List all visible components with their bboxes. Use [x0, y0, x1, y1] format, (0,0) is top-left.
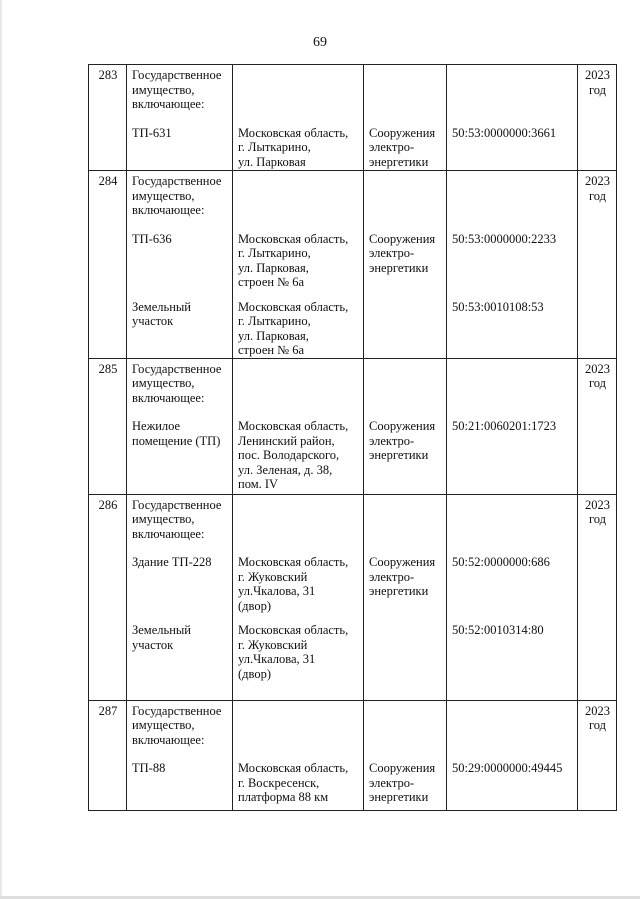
- text-line: платформа 88 км: [238, 790, 329, 804]
- spacer: [238, 112, 359, 126]
- text-line: включающее:: [132, 97, 205, 111]
- spacer: [369, 405, 442, 419]
- address-cell: [233, 358, 364, 494]
- text-line: 2023: [585, 174, 610, 188]
- spacer: [238, 405, 359, 419]
- spacer: [132, 747, 228, 761]
- spacer: [452, 362, 573, 406]
- text-line: Земельный: [132, 623, 191, 637]
- text-line: г. Жуковский: [238, 637, 308, 652]
- cadastral-number: 50:53:0000000:3661: [452, 125, 557, 140]
- cadastral-number: 50:53:0000000:2233: [452, 231, 557, 246]
- spacer: [369, 68, 442, 112]
- object-type-cell: [364, 700, 447, 810]
- table-row: [89, 65, 617, 171]
- spacer: [452, 570, 573, 624]
- year-cell: [578, 700, 617, 810]
- spacer: [452, 541, 573, 555]
- cadastral-number: 50:29:0000000:49445: [452, 761, 563, 775]
- text-line: помещение (ТП): [132, 433, 221, 448]
- spacer: [369, 218, 442, 232]
- spacer: [132, 405, 228, 419]
- spacer: [132, 246, 228, 300]
- text-line: имущество,: [132, 188, 195, 203]
- spacer: [452, 174, 573, 218]
- cadastral-number: 50:52:0000000:686: [452, 555, 550, 569]
- text-line: Государственное: [132, 703, 222, 718]
- text-line: год: [588, 376, 607, 390]
- year-cell: [578, 358, 617, 494]
- object-name-cell: [127, 65, 233, 171]
- text-line: Московская область,: [238, 555, 349, 569]
- text-line: г. Лыткарино,: [238, 246, 311, 260]
- spacer: [452, 747, 573, 761]
- address-cell: [233, 494, 364, 700]
- address-cell: [233, 65, 364, 171]
- text-line: электро-: [369, 246, 415, 260]
- text-line: пос. Володарского,: [238, 448, 340, 462]
- spacer: [238, 747, 359, 761]
- spacer: [238, 498, 359, 542]
- text-line: Московская область,: [238, 231, 349, 246]
- text-line: строен № 6а: [238, 275, 305, 289]
- text-line: (двор): [238, 666, 272, 681]
- text-line: электро-: [369, 569, 415, 584]
- text-line: г. Жуковский: [238, 569, 308, 584]
- row-number: 285: [89, 358, 127, 494]
- cadastral-number: 50:21:0060201:1723: [452, 419, 557, 433]
- text-line: Земельный: [132, 299, 191, 314]
- text-line: имущество,: [132, 376, 195, 390]
- text-line: Здание ТП-228: [132, 555, 212, 569]
- object-name-cell: [127, 171, 233, 359]
- text-line: Государственное: [132, 361, 222, 376]
- row-number: 287: [89, 700, 127, 810]
- text-line: г. Лыткарино,: [238, 140, 311, 154]
- text-line: имущество,: [132, 718, 195, 732]
- spacer: [238, 68, 359, 112]
- spacer: [369, 174, 442, 218]
- spacer: [452, 704, 573, 748]
- cadastral-number-cell: [447, 700, 578, 810]
- spacer: [238, 174, 359, 218]
- text-line: Московская область,: [238, 125, 349, 140]
- text-line: включающее:: [132, 203, 205, 217]
- text-line: строен № 6а: [238, 343, 305, 357]
- text-line: 2023: [585, 703, 610, 718]
- text-line: год: [588, 188, 607, 203]
- text-line: Московская область,: [238, 623, 349, 637]
- year-cell: [578, 65, 617, 171]
- text-line: Государственное: [132, 68, 222, 82]
- spacer: [132, 112, 228, 126]
- text-line: ул.Чкалова, 31: [238, 584, 316, 598]
- text-line: имущество,: [132, 82, 195, 97]
- cadastral-number-cell: [447, 494, 578, 700]
- cadastral-number-cell: [447, 358, 578, 494]
- address-cell: [233, 700, 364, 810]
- spacer: [238, 290, 359, 300]
- text-line: ТП-88: [132, 761, 166, 775]
- cadastral-number-cell: [447, 171, 578, 359]
- object-type-cell: [364, 494, 447, 700]
- table-row: [89, 494, 617, 700]
- spacer: [369, 704, 442, 748]
- spacer: [369, 599, 442, 624]
- spacer: [452, 218, 573, 232]
- cadastral-number: 50:52:0010314:80: [452, 623, 544, 637]
- text-line: электро-: [369, 775, 415, 790]
- spacer: [369, 112, 442, 126]
- registry-body: [89, 65, 617, 811]
- text-line: год: [588, 512, 607, 526]
- text-line: участок: [132, 314, 174, 328]
- text-line: 2023: [585, 497, 610, 512]
- year-cell: [578, 171, 617, 359]
- spacer: [238, 704, 359, 748]
- text-line: г. Воскресенск,: [238, 775, 320, 790]
- object-name-cell: [127, 494, 233, 700]
- spacer: [132, 218, 228, 232]
- table-row: [89, 358, 617, 494]
- spacer: [452, 246, 573, 300]
- text-line: Нежилое: [132, 419, 181, 433]
- text-line: Государственное: [132, 497, 222, 512]
- object-type-cell: [364, 358, 447, 494]
- spacer: [452, 112, 573, 126]
- object-type-cell: [364, 171, 447, 359]
- text-line: ул. Парковая,: [238, 260, 309, 275]
- text-line: Сооружения: [369, 419, 436, 433]
- text-line: 2023: [585, 361, 610, 376]
- text-line: имущество,: [132, 512, 195, 526]
- cadastral-number: 50:53:0010108:53: [452, 299, 544, 314]
- text-line: включающее:: [132, 732, 205, 747]
- text-line: энергетики: [369, 790, 429, 804]
- cadastral-number-cell: [447, 65, 578, 171]
- address-cell: [233, 171, 364, 359]
- text-line: Государственное: [132, 174, 222, 188]
- text-line: г. Лыткарино,: [238, 314, 311, 328]
- text-line: 2023: [585, 68, 610, 82]
- text-line: энергетики: [369, 260, 429, 275]
- text-line: Сооружения: [369, 231, 436, 246]
- text-line: пом. IV: [238, 477, 279, 491]
- table-row: [89, 171, 617, 359]
- text-line: Московская область,: [238, 419, 349, 433]
- spacer: [132, 541, 228, 555]
- text-line: энергетики: [369, 584, 429, 598]
- year-cell: [578, 494, 617, 700]
- spacer: [369, 541, 442, 555]
- text-line: (двор): [238, 598, 272, 613]
- text-line: ТП-636: [132, 231, 172, 246]
- property-registry-table: [88, 64, 617, 811]
- spacer: [238, 541, 359, 555]
- spacer: [238, 362, 359, 406]
- text-line: ул. Зеленая, д. 38,: [238, 462, 333, 477]
- spacer: [238, 613, 359, 623]
- spacer: [238, 218, 359, 232]
- row-number: 283: [89, 65, 127, 171]
- spacer: [369, 362, 442, 406]
- object-name-cell: [127, 700, 233, 810]
- spacer: [369, 498, 442, 542]
- object-type-cell: [364, 65, 447, 171]
- text-line: Сооружения: [369, 555, 436, 569]
- page-number: 69: [313, 35, 327, 50]
- text-line: год: [588, 718, 607, 732]
- spacer: [369, 275, 442, 300]
- text-line: ул.Чкалова, 31: [238, 652, 316, 666]
- text-line: энергетики: [369, 154, 429, 169]
- text-line: энергетики: [369, 448, 429, 462]
- text-line: участок: [132, 637, 174, 652]
- text-line: Московская область,: [238, 761, 349, 775]
- spacer: [452, 68, 573, 112]
- text-line: Сооружения: [369, 125, 436, 140]
- text-line: включающее:: [132, 390, 205, 405]
- object-name-cell: [127, 358, 233, 494]
- text-line: ул. Парковая,: [238, 328, 309, 343]
- text-line: ул. Парковая: [238, 154, 306, 169]
- text-line: Сооружения: [369, 761, 436, 775]
- spacer: [369, 747, 442, 761]
- text-line: включающее:: [132, 526, 205, 541]
- text-line: электро-: [369, 140, 415, 154]
- spacer: [132, 570, 228, 624]
- row-number: 286: [89, 494, 127, 700]
- row-number: 284: [89, 171, 127, 359]
- table-row: [89, 700, 617, 810]
- text-line: электро-: [369, 433, 415, 448]
- spacer: [452, 405, 573, 419]
- text-line: Ленинский район,: [238, 433, 335, 448]
- scan-edge: [0, 0, 2, 899]
- text-line: ТП-631: [132, 125, 172, 140]
- text-line: год: [588, 82, 607, 97]
- text-line: Московская область,: [238, 299, 349, 314]
- spacer: [452, 498, 573, 542]
